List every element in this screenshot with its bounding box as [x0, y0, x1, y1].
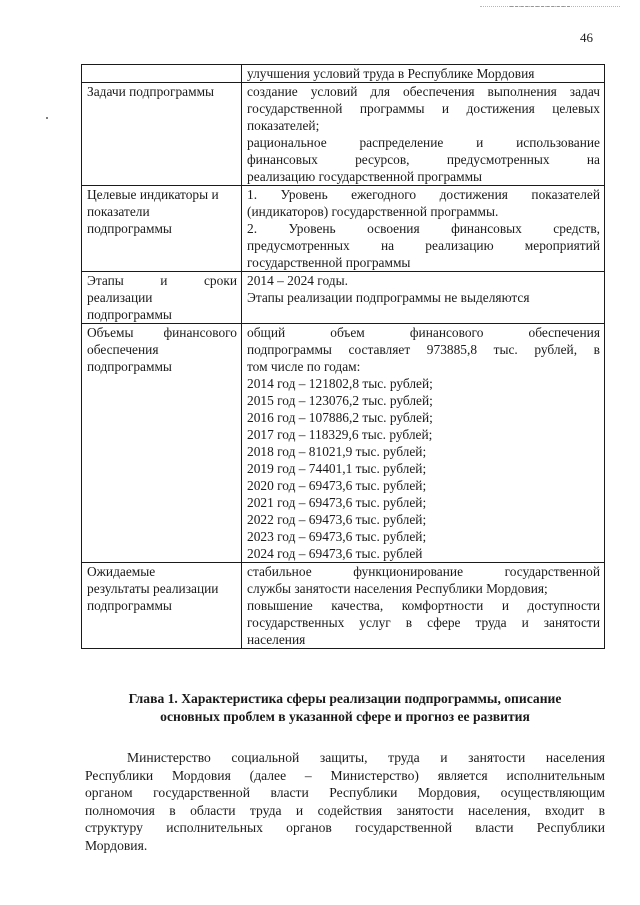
body-paragraph: Министерство социальной защиты, труда и занятости населения Республики Мордовия (далее – Министерство) является исполнительным органом государственной власти Республики Мордовия, осуществляющим полномочия в области труда и содействия занятости населения, входит в структуру исполнительных органов государственной власти Республики Мордовия. [85, 750, 605, 853]
row-value: 2014 – 2024 годы. Этапы реализации подпрограммы не выделяются [242, 272, 605, 324]
row-value: создание условий для обеспечения выполнения задач государственной программы и достижения целевых показателей; рациональное распределение и использование финансовых ресурсов, предусмотренных на реализацию государственной программы [242, 83, 605, 186]
table-row-continuation [82, 65, 605, 83]
table-row-tasks [82, 83, 605, 186]
table-row-expected-results [82, 563, 605, 649]
row-value: общий объем финансового обеспечения подпрограммы составляет 973885,8 тыс. рублей, в том числе по годам: 2014 год – 121802,8 тыс. рублей; 2015 год – 123076,2 тыс. рублей; 2016 год – 107886,2 тыс. рублей; 2017 год – 118329,6 тыс. рублей; 2018 год – 81021,9 тыс. рублей; 2019 год – 74401,1 тыс. рублей; 2020 год – 69473,6 тыс. рублей; 2021 год – 69473,6 тыс. рублей; 2022 год – 69473,6 тыс. рублей; 2023 год – 69473,6 тыс. рублей; 2024 год – 69473,6 тыс. рублей [242, 324, 605, 563]
scan-speck [46, 117, 48, 119]
row-label: Этапы и сроки реализации подпрограммы [82, 272, 242, 324]
table-row-indicators [82, 186, 605, 272]
table-row-funding [82, 324, 605, 563]
row-label: Целевые индикаторы и показатели подпрограммы [82, 186, 242, 272]
row-value: стабильное функционирование государственной службы занятости населения Республики Мордовия; повышение качества, комфортности и доступности государственных услуг в сфере труда и занятости населения [242, 563, 605, 649]
row-label: Задачи подпрограммы [82, 83, 242, 186]
table-cell-empty [82, 65, 242, 83]
row-label: Ожидаемые результаты реализации подпрограммы [82, 563, 242, 649]
table-cell-continuation [242, 65, 605, 83]
subprogram-passport-table [81, 64, 605, 649]
table-row-stages [82, 272, 605, 324]
page-number: 46 [580, 30, 593, 45]
row-label: Объемы финансового обеспечения подпрограммы [82, 324, 242, 563]
row-value: 1. Уровень ежегодного достижения показателей (индикаторов) государственной программы. 2. Уровень освоения финансовых средств, предусмотренных на реализацию мероприятий государственной программы [242, 186, 605, 272]
scan-artifact [480, 6, 620, 10]
chapter-heading: Глава 1. Характеристика сферы реализации подпрограммы, описание основных проблем в указанной сфере и прогноз ее развития [128, 691, 562, 724]
continuation-text: улучшения условий труда в Республике Мордовия [247, 66, 535, 81]
